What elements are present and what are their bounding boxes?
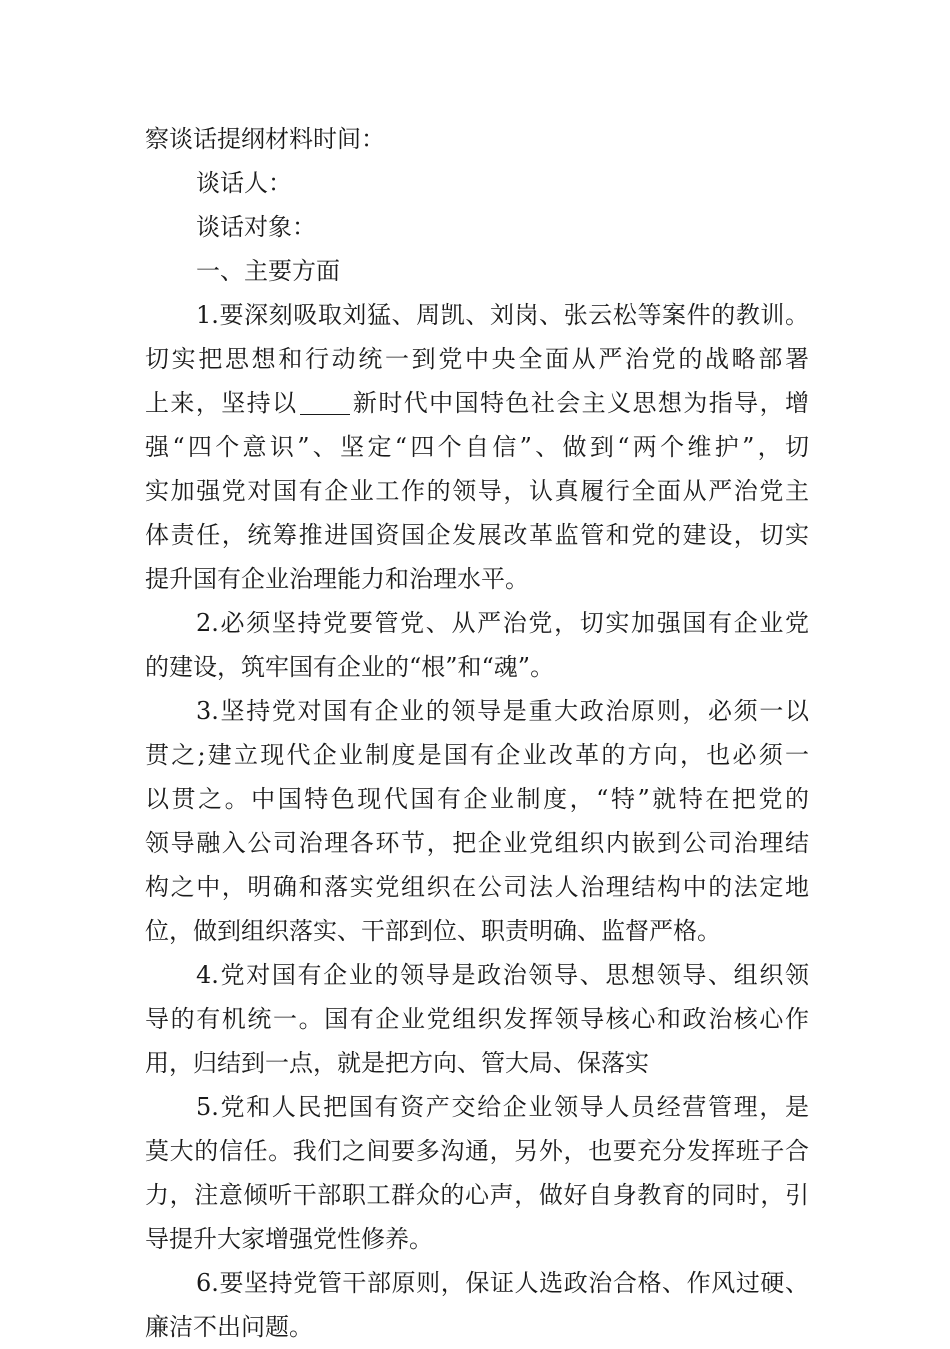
paragraph-line [145, 381, 809, 425]
paragraph-line: 领导融入公司治理各环节，把企业党组织内嵌到公司治理结 [145, 829, 809, 857]
paragraph-line: 3.坚持党对国有企业的领导是重大政治原则，必须一以 [196, 697, 809, 725]
paragraph-line: 强“四个意识”、坚定“四个自信”、做到“两个维护”，切 [145, 433, 809, 461]
paragraph-line: 5.党和人民把国有资产交给企业领导人员经营管理，是 [196, 1093, 809, 1121]
paragraph-line: 用，归结到一点，就是把方向、管大局、保落实 [145, 1049, 649, 1077]
paragraph-line: 6.要坚持党管干部原则，保证人选政治合格、作风过硬、 [196, 1269, 809, 1297]
paragraph-3 [145, 689, 809, 953]
fill-in-blank [300, 390, 350, 415]
paragraph-1 [145, 293, 809, 601]
paragraph-text: 新时代中国特色社会主义思想为指导，增 [351, 389, 809, 417]
paragraph-line: 位，做到组织落实、干部到位、职责明确、监督严格。 [145, 917, 721, 945]
paragraph-line: 切实把思想和行动统一到党中央全面从严治党的战略部署 [145, 345, 809, 373]
paragraph-line: 导的有机统一。国有企业党组织发挥领导核心和政治核心作 [145, 1005, 809, 1033]
paragraph-6 [145, 1261, 809, 1349]
speaker-label: 谈话人： [196, 169, 292, 197]
paragraph-line: 2.必须坚持党要管党、从严治党，切实加强国有企业党 [196, 609, 809, 637]
paragraph-2 [145, 601, 809, 689]
paragraph-line: 的建设，筑牢国有企业的“根”和“魂”。 [145, 653, 555, 681]
paragraph-line: 贯之;建立现代企业制度是国有企业改革的方向，也必须一 [145, 741, 809, 769]
paragraph-line: 4.党对国有企业的领导是政治领导、思想领导、组织领 [196, 961, 809, 989]
paragraph-line: 实加强党对国有企业工作的领导，认真履行全面从严治党主 [145, 477, 809, 505]
paragraph-text: 上来，坚持以 [145, 389, 298, 417]
paragraph-4 [145, 953, 809, 1085]
paragraph-line: 以贯之。中国特色现代国有企业制度，“特”就特在把党的 [145, 785, 809, 813]
document-body [145, 117, 809, 1349]
paragraph-5 [145, 1085, 809, 1261]
paragraph-line: 体责任，统筹推进国资国企发展改革监管和党的建设，切实 [145, 521, 809, 549]
paragraph-line: 提升国有企业治理能力和治理水平。 [145, 565, 529, 593]
paragraph-line: 1.要深刻吸取刘猛、周凯、刘岗、张云松等案件的教训。 [196, 301, 809, 329]
paragraph-line: 构之中，明确和落实党组织在公司法人治理结构中的法定地 [145, 873, 809, 901]
section-heading: 一、主要方面 [196, 257, 340, 285]
paragraph-line: 导提升大家增强党性修养。 [145, 1225, 433, 1253]
paragraph-line: 力，注意倾听干部职工群众的心声，做好自身教育的同时，引 [145, 1181, 809, 1209]
document-title: 察谈话提纲材料时间： [145, 125, 385, 153]
paragraph-line: 莫大的信任。我们之间要多沟通，另外，也要充分发挥班子合 [145, 1137, 809, 1165]
paragraph-line: 廉洁不出问题。 [145, 1313, 313, 1341]
target-label: 谈话对象： [196, 213, 316, 241]
